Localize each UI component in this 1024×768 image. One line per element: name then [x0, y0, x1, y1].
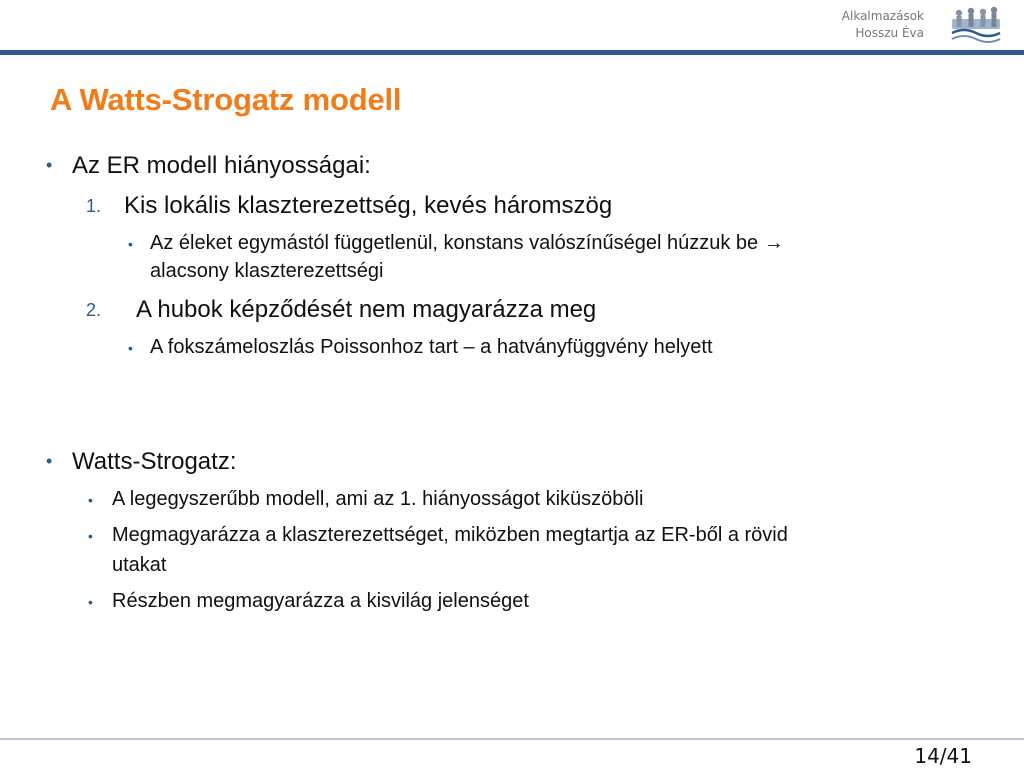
sub-bullet-text: Részben megmagyarázza a kisvilág jelenséget	[112, 590, 529, 612]
footer-rule	[0, 738, 1024, 740]
sub-bullet-marker: •	[128, 236, 133, 252]
sub-bullet-marker: •	[88, 594, 93, 610]
sub-bullet-continuation: utakat	[112, 554, 167, 576]
header-course: Alkalmazások	[841, 9, 924, 23]
sub-bullet-marker: •	[88, 492, 93, 508]
item-number: 1.	[86, 196, 102, 216]
bullet-marker: •	[46, 155, 53, 175]
item-text: Kis lokális klaszterezettség, kevés háromszög	[124, 192, 613, 219]
bullet-item	[46, 152, 371, 180]
bullet-item	[46, 448, 237, 476]
header-author: Hosszu Éva	[855, 26, 924, 40]
slide-title: A Watts-Strogatz modell	[50, 82, 402, 117]
sub-bullet-item	[128, 336, 713, 359]
sub-bullet-text: A legegyszerűbb modell, ami az 1. hiányosságot kiküszöböli	[112, 488, 644, 510]
item-number: 2.	[86, 300, 102, 320]
sub-bullet-item	[88, 590, 529, 613]
people-network-logo-icon	[950, 3, 1002, 45]
sub-bullet-item	[88, 524, 788, 547]
page-number: 14/41	[914, 744, 972, 768]
header-meta	[842, 8, 924, 42]
header-rule	[0, 50, 1024, 55]
sub-bullet-text: Megmagyarázza a klaszterezettséget, miközben megtartja az ER-ből a rövid	[112, 524, 788, 546]
sub-bullet-text: Az éleket egymástól függetlenül, konstans valószínűségel húzzuk be →	[150, 232, 784, 254]
numbered-item	[86, 296, 597, 324]
sub-bullet-marker: •	[88, 528, 93, 544]
sub-bullet-item	[128, 232, 784, 255]
sub-bullet-item	[88, 488, 644, 511]
sub-bullet-marker: •	[128, 340, 133, 356]
numbered-item	[86, 192, 613, 220]
sub-bullet-continuation: alacsony klaszterezettségi	[150, 260, 384, 282]
bullet-text: Watts-Strogatz:	[72, 448, 237, 475]
item-text: A hubok képződését nem magyarázza meg	[136, 296, 597, 323]
sub-bullet-text: A fokszámeloszlás Poissonhoz tart – a hatványfüggvény helyett	[150, 336, 713, 358]
bullet-text: Az ER modell hiányosságai:	[72, 152, 371, 179]
bullet-marker: •	[46, 451, 53, 471]
